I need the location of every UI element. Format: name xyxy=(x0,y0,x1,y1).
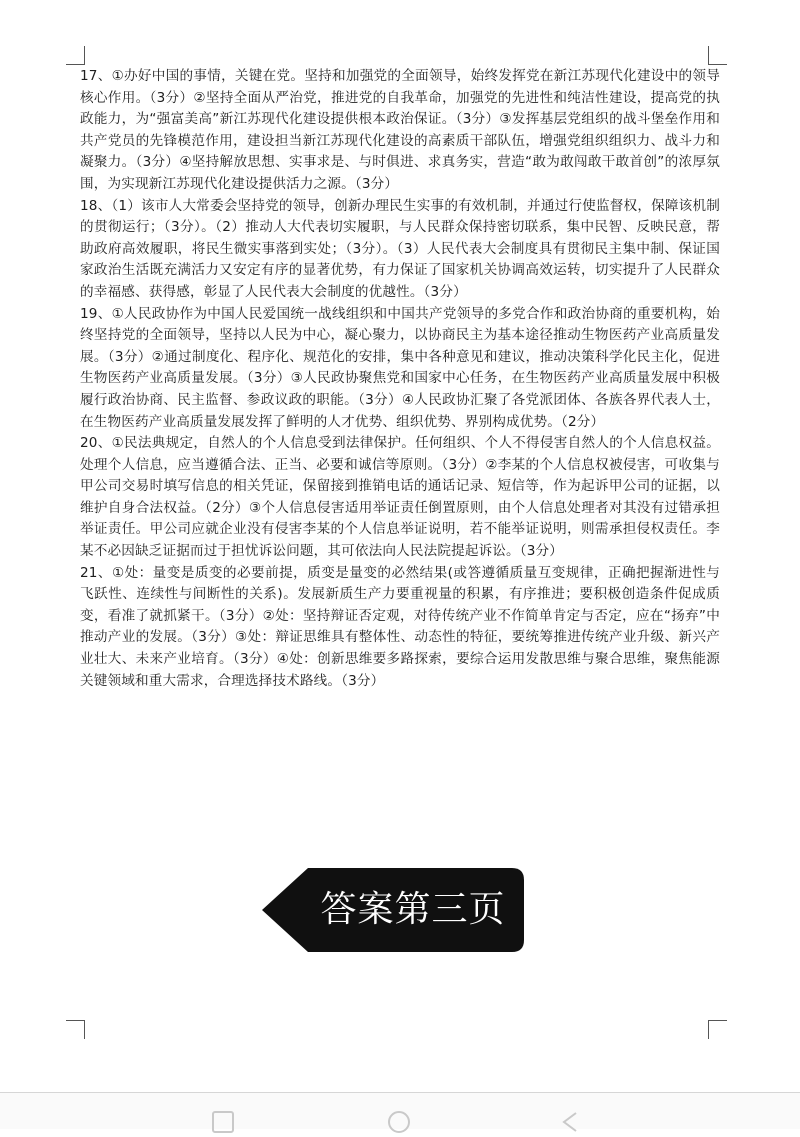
crop-mark-top-right xyxy=(708,46,727,65)
crop-mark-bottom-right xyxy=(708,1020,727,1039)
home-icon[interactable] xyxy=(388,1111,410,1133)
answer-18: 18、（1）该市人大常委会坚持党的领导，创新办理民生实事的有效机制，并通过行使监督权，保障该机制的贯彻运行；（3分）。（2）推动人大代表切实履职，与人民群众保持密切联系，集中民智、反映民意，帮助政府高效履职，将民生微实事落到实处；（3分）。（3）人民代表大会制度具有贯彻民主集中制、保证国家政治生活既充满活力又安定有序的显著优势，有力保证了国家机关协调高效运转，切实提升了人民群众的幸福感、获得感，彰显了人民代表大会制度的优越性。（3分） xyxy=(80,197,720,300)
answer-text-body xyxy=(80,66,720,692)
page-label-banner xyxy=(262,868,524,952)
banner-label: 答案第三页 xyxy=(320,889,506,930)
recent-apps-icon[interactable] xyxy=(212,1111,234,1133)
back-icon[interactable] xyxy=(560,1111,582,1133)
answer-21: 21、①处：量变是质变的必要前提，质变是量变的必然结果(或答遵循质量互变规律，正确把握渐进性与飞跃性、连续性与间断性的关系)。发展新质生产力要重视量的积累，有序推进；要积极创造条件促成质变，看准了就抓紧干。（3分）②处：坚持辩证否定观，对待传统产业不作简单肯定与否定，应在“扬弃”中推动产业的发展。（3分）③处：辩证思维具有整体性、动态性的特征，要统筹推进传统产业升级、新兴产业壮大、未来产业培育。（3分）④处：创新思维要多路探索，要综合运用发散思维与聚合思维，聚焦能源关键领域和重大需求，合理选择技术路线。（3分） xyxy=(80,564,720,689)
answer-19: 19、①人民政协作为中国人民爱国统一战线组织和中国共产党领导的多党合作和政治协商的重要机构，始终坚持党的全面领导，坚持以人民为中心，凝心聚力，以协商民主为基本途径推动生物医药产业高质量发展。（3分）②通过制度化、程序化、规范化的安排，集中各种意见和建议，推动决策科学化民主化，促进生物医药产业高质量发展。（3分）③人民政协聚焦党和国家中心任务，在生物医药产业高质量发展中积极履行政治协商、民主监督、参政议政的职能。（3分）④人民政协汇聚了各党派团体、各族各界代表人士，在生物医药产业高质量发展发挥了鲜明的人才优势、组织优势、界别构成优势。（2分） xyxy=(80,305,720,430)
crop-mark-top-left xyxy=(66,46,85,65)
answer-17: 17、①办好中国的事情，关键在党。坚持和加强党的全面领导，始终发挥党在新江苏现代化建设中的领导核心作用。（3分）②坚持全面从严治党，推进党的自我革命，加强党的先进性和纯洁性建设，提高党的执政能力，为“强富美高”新江苏现代化建设提供根本政治保证。（3分）③发挥基层党组织的战斗堡垒作用和共产党员的先锋模范作用，建设担当新江苏现代化建设的高素质干部队伍，增强党组织组织力、战斗力和凝聚力。（3分）④坚持解放思想、实事求是、与时俱进、求真务实，营造“敢为敢闯敢干敢首创”的浓厚氛围，为实现新江苏现代化建设提供活力之源。（3分） xyxy=(80,68,720,192)
crop-mark-bottom-left xyxy=(66,1020,85,1039)
answer-20: 20、①民法典规定，自然人的个人信息受到法律保护。任何组织、个人不得侵害自然人的个人信息权益。处理个人信息，应当遵循合法、正当、必要和诚信等原则。（3分）②李某的个人信息权被侵害，可收集与甲公司交易时填写信息的相关凭证，保留接到推销电话的通话记录、短信等，作为起诉甲公司的证据，以维护自身合法权益。（2分）③个人信息侵害适用举证责任倒置原则，由个人信息处理者对其没有过错承担举证责任。甲公司应就企业没有侵害李某的个人信息举证说明，若不能举证说明，则需承担侵权责任。李某不必因缺乏证据而过于担忧诉讼问题，其可依法向人民法院提起诉讼。（3分） xyxy=(80,435,720,560)
